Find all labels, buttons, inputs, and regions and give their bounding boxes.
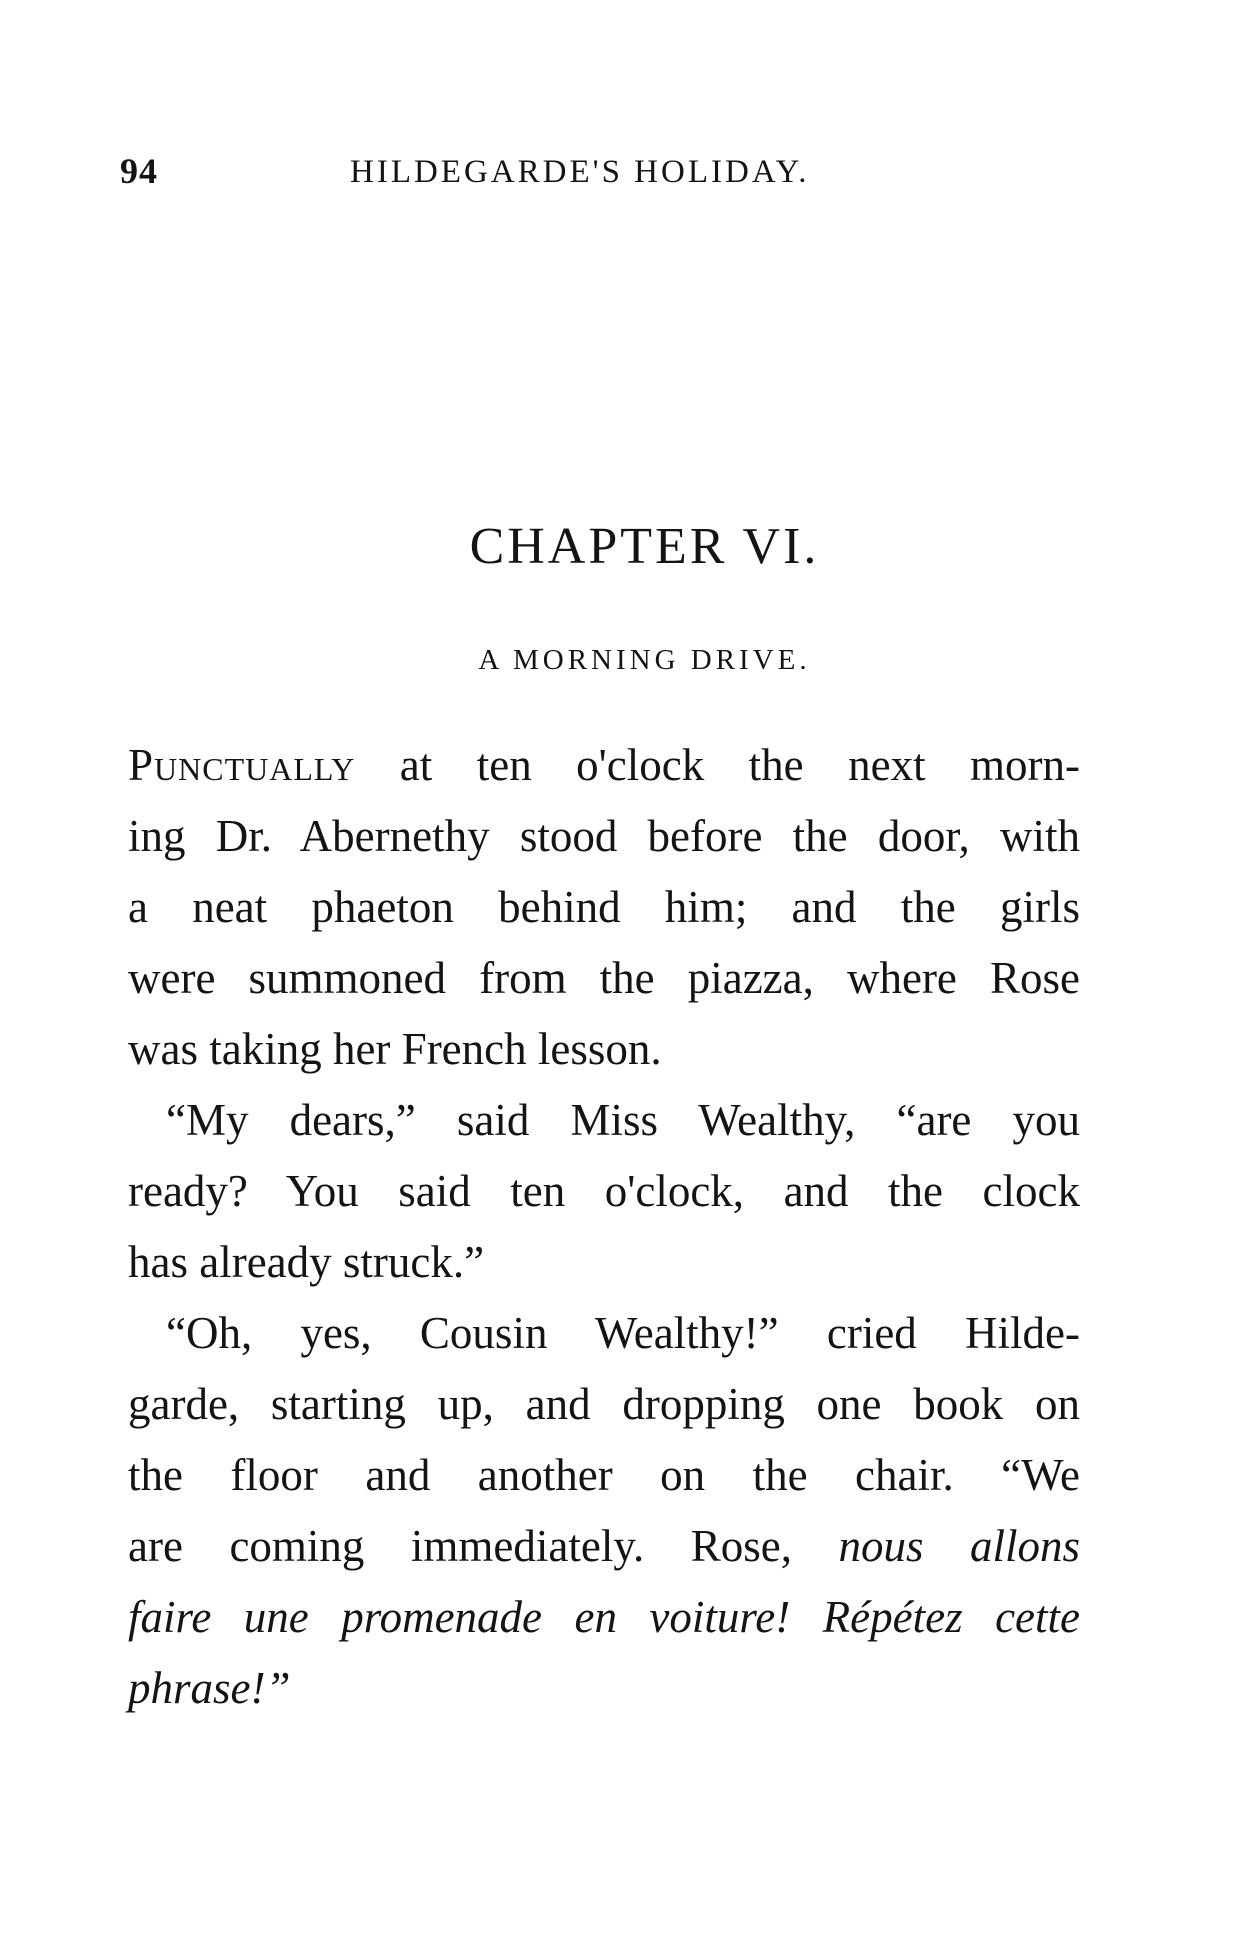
text-line-start: are coming immediately. Rose,	[128, 1521, 839, 1571]
body-text	[128, 730, 1080, 1724]
small-caps-opening-word: Punctually	[128, 740, 356, 790]
page-number: 94	[120, 151, 158, 191]
text-line: has already struck.”	[128, 1237, 485, 1287]
text-line: garde, starting up, and dropping one book on	[128, 1379, 1080, 1429]
text-line: “Oh, yes, Cousin Wealthy!” cried Hilde-	[166, 1308, 1080, 1358]
chapter-title: CHAPTER VI.	[469, 518, 820, 575]
text-line: was taking her French lesson.	[128, 1024, 662, 1074]
text-line-rest: at ten o'clock the next morn-	[355, 740, 1080, 790]
text-line: the floor and another on the chair. “We	[128, 1450, 1080, 1500]
chapter-subtitle: A MORNING DRIVE.	[478, 644, 811, 676]
italic-french-line: phrase!”	[128, 1663, 291, 1713]
text-line: ready? You said ten o'clock, and the clock	[128, 1166, 1080, 1216]
text-line: were summoned from the piazza, where Rose	[128, 953, 1080, 1003]
italic-french-line: faire une promenade en voiture! Répétez cette	[128, 1592, 1080, 1642]
text-line: “My dears,” said Miss Wealthy, “are you	[166, 1095, 1080, 1145]
text-line	[128, 730, 1080, 801]
text-line: a neat phaeton behind him; and the girls	[128, 882, 1080, 932]
text-line: ing Dr. Abernethy stood before the door, with	[128, 811, 1080, 861]
running-title: HILDEGARDE'S HOLIDAY.	[350, 154, 810, 190]
running-head	[120, 150, 1080, 198]
italic-french-phrase: nous allons	[838, 1521, 1081, 1571]
text-line	[128, 1511, 1080, 1582]
